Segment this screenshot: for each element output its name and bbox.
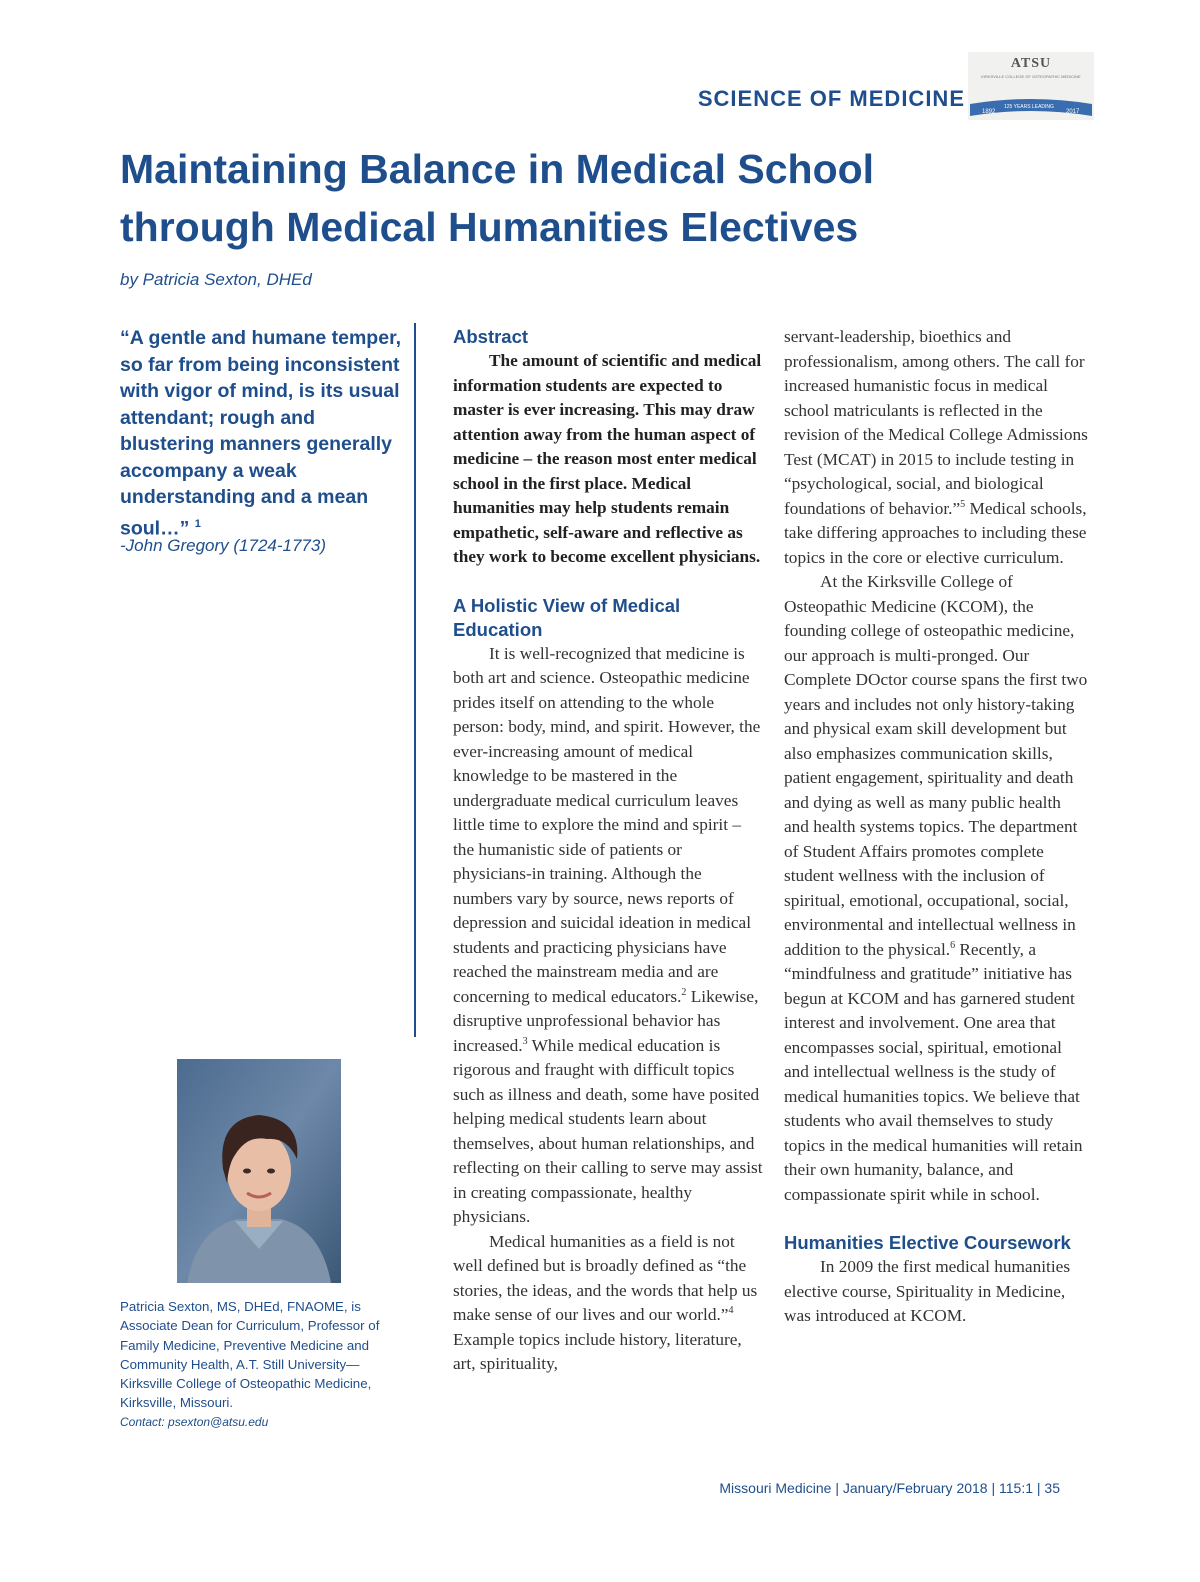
holistic-paragraph-2: Medical humanities as a field is not well defined but is broadly defined as “the stories, the ideas, and the words that help us make sense of our lives and our world.”$^4$ Example topics include history, literature, art, spirituality, [453,1231,758,1373]
title-line-1: Maintaining Balance in Medical School [120,146,875,192]
coursework-paragraph: In 2009 the first medical humanities elective course, Spirituality in Medicine, was introduced at KCOM. [784,1257,1071,1325]
title-line-2: through Medical Humanities Electives [120,204,859,250]
logo-subtitle: KIRKSVILLE COLLEGE OF OSTEOPATHIC MEDICINE [981,74,1081,79]
right-paragraph-1: servant-leadership, bioethics and professionalism, among others. The call for increased humanistic focus in medical school matriculants is reflected in the revision of the Medical College Admissions Test (MCAT) in 2015 to include testing in “psychological, social, and biological foundations of behavior.”$^5$ Medical schools, take differing approaches to including these topics in the core or elective curriculum. [784,327,1088,567]
column-divider [414,323,416,1037]
logo-banner [968,92,1094,120]
column-right [784,325,1089,1329]
byline: by Patricia Sexton, DHEd [120,270,312,289]
author-photo [177,1059,341,1283]
pull-quote [120,325,405,542]
logo-year-right: 2017 [1066,109,1080,115]
coursework-heading: Humanities Elective Coursework [784,1232,1071,1253]
right-paragraph-2: At the Kirksville College of Osteopathic Medicine (KCOM), the founding college of osteopathic medicine, our approach is multi-pronged. Our Complete DOctor course spans the first two years and includes not only history-taking and physical exam skill development but also emphasizes communication skills, patient engagement, spirituality and death and dying as well as many public health and health systems topics. The department of Student Affairs promotes complete student wellness with the inclusion of spiritual, emotional, occupational, social, environmental and intellectual wellness in addition to the physical.$^6$ Recently, a “mindfulness and gratitude” initiative has begun at KCOM and has garnered student interest and involvement. One area that encompasses social, spiritual, emotional and intellectual wellness is the study of medical humanities topics. We believe that students who avail themselves to study topics in the medical humanities will retain their own humanity, balance, and compassionate spirit while in school. [784,572,1088,1204]
quote-text: “A gentle and humane temper, so far from being inconsistent with vigor of mind, is its usual attendant; rough and blustering manners generally accompany a weak understanding and a mean soul…” [120,327,401,539]
logo-year-left: 1892 [982,109,996,115]
quote-attribution: -John Gregory (1724-1773) [120,536,327,555]
logo-banner-text: 125 YEARS LEADING [1004,104,1054,110]
article-title [120,140,980,256]
section-label: SCIENCE OF MEDICINE [697,86,965,111]
logo-name: ATSU [1010,56,1052,71]
atsu-logo [968,52,1094,120]
column-middle [453,325,763,1377]
author-contact: Contact: psexton@atsu.edu [120,1414,269,1429]
abstract-text: The amount of scientific and medical information students are expected to master is ever increasing. This may draw attention away from the human aspect of medicine – the reason most enter medical school in the first place. Medical humanities may help students remain empathetic, self-aware and reflective as they work to become excellent physicians. [453,351,762,566]
holistic-heading: A Holistic View of Medical Education [453,594,681,640]
holistic-paragraph-1: It is well-recognized that medicine is both art and science. Osteopathic medicine prides itself on attending to the whole person: body, mind, and spirit. However, the ever-increasing amount of medical knowledge to be mastered in the undergraduate medical curriculum leaves little time to explore the mind and spirit – the humanistic side of patients or physicians-in training. Although the numbers vary by source, news reports of depression and suicidal ideation in medical students and practicing physicians have reached the mainstream media and are concerning to medical educators.$^2$ Likewise, disruptive unprofessional behavior has increased.$^3$ While medical education is rigorous and fraught with difficult topics such as illness and death, some have posited helping medical students learn about themselves, about human relationships, and reflecting on their calling to serve may assist in creating compassionate, healthy physicians. [453,643,763,1226]
page-footer: Missouri Medicine | January/February 2018 | 115:1 | 35 [719,1480,1060,1496]
quote-ref: 1 [194,517,201,530]
bio-text: Patricia Sexton, MS, DHEd, FNAOME, is Associate Dean for Curriculum, Professor of Family Medicine, Preventive Medicine and Community Health, A.T. Still University—Kirksville College of Osteopathic Medicine, Kirksville, Missouri. [120,1299,380,1411]
author-bio [120,1297,410,1432]
abstract-heading: Abstract [453,326,529,347]
